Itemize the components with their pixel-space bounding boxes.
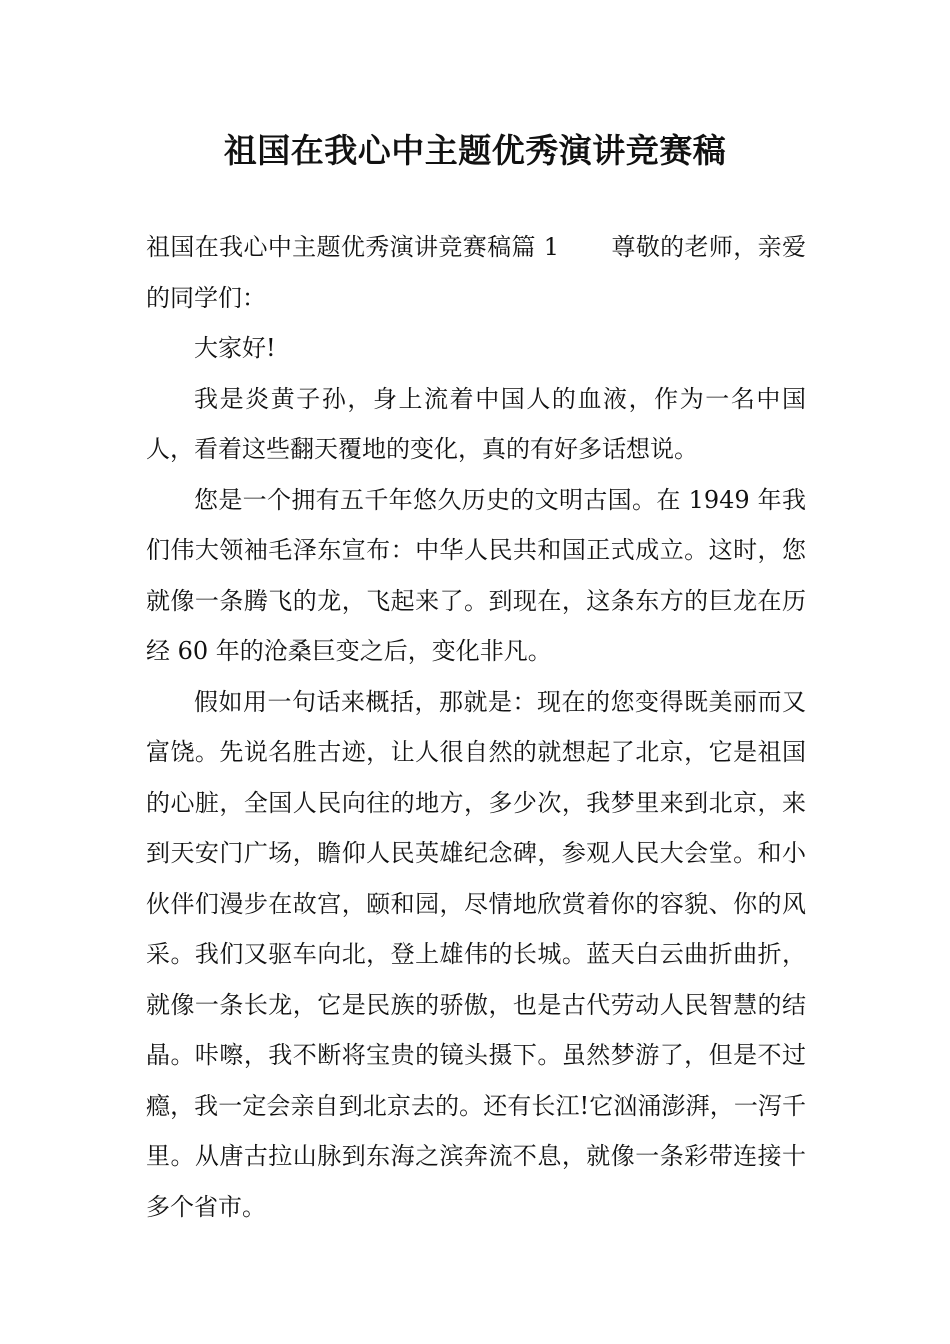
section-heading: 祖国在我心中主题优秀演讲竞赛稿篇 1 bbox=[146, 233, 560, 261]
paragraph-greeting: 大家好! bbox=[194, 334, 276, 362]
intro-paragraph bbox=[146, 222, 806, 323]
document-body bbox=[146, 222, 806, 1232]
document-title: 祖国在我心中主题优秀演讲竞赛稿 bbox=[223, 131, 727, 170]
paragraph-2: 您是一个拥有五千年悠久历史的文明古国。在 1949 年我们伟大领袖毛泽东宣布：中华人民共和国正式成立。这时，您就像一条腾飞的龙，飞起来了。到现在，这条东方的巨龙在历经 60 年的沧桑巨变之后，变化非凡。 bbox=[146, 485, 806, 665]
salutation: 尊敬的老师，亲爱的同学们： bbox=[146, 233, 807, 312]
paragraph-3: 假如用一句话来概括，那就是：现在的您变得既美丽而又富饶。先说名胜古迹，让人很自然的就想起了北京，它是祖国的心脏，全国人民向往的地方，多少次，我梦里来到北京，来到天安门广场，瞻仰人民英雄纪念碑，参观人民大会堂。和小伙伴们漫步在故宫，颐和园，尽情地欣赏着你的容貌、你的风采。我们又驱车向北，登上雄伟的长城。蓝天白云曲折曲折，就像一条长龙，它是民族的骄傲，也是古代劳动人民智慧的结晶。咔嚓，我不断将宝贵的镜头摄下。虽然梦游了，但是不过瘾，我一定会亲自到北京去的。还有长江!它汹涌澎湃，一泻千里。从唐古拉山脉到东海之滨奔流不息，就像一条彩带连接十多个省市。 bbox=[146, 687, 806, 1221]
paragraph-1: 我是炎黄子孙，身上流着中国人的血液，作为一名中国人，看着这些翻天覆地的变化，真的有好多话想说。 bbox=[146, 384, 806, 463]
